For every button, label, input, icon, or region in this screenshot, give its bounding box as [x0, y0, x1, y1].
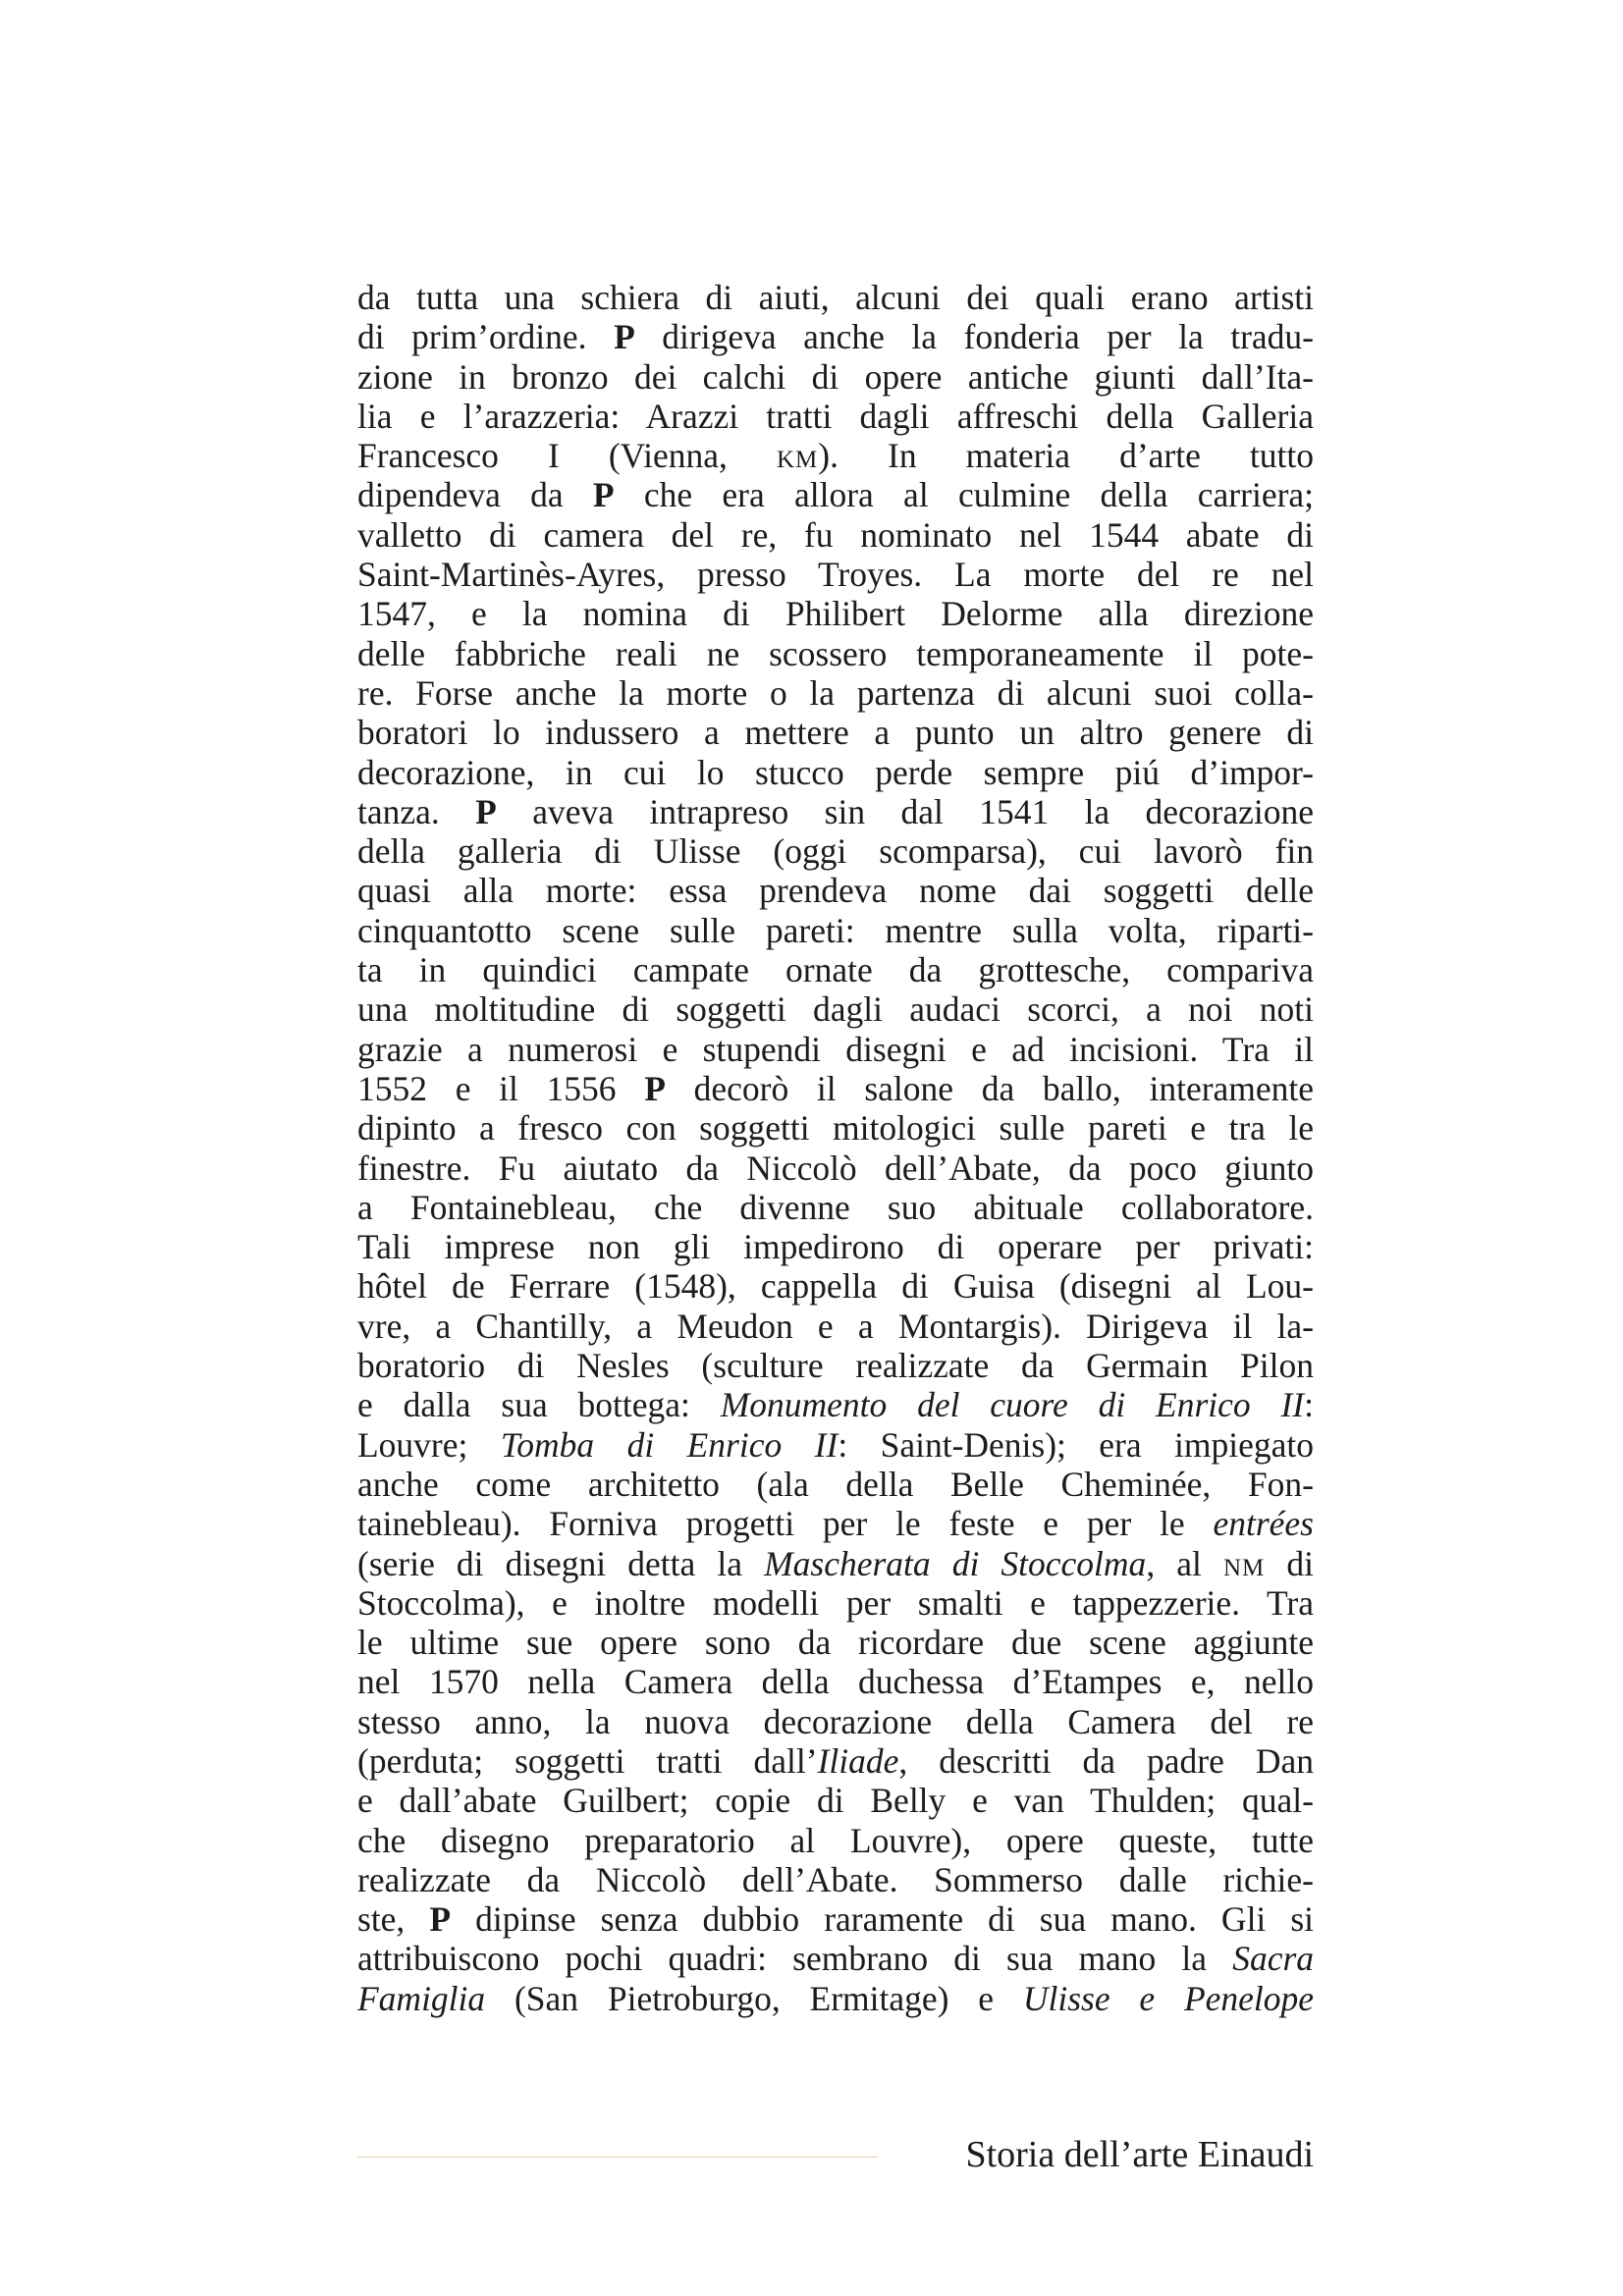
text-line: Saint-Martinès-Ayres, presso Troyes. La morte del re nel	[357, 555, 1314, 595]
text-line: decorazione, in cui lo stucco perde sempre piú d’impor-	[357, 752, 1314, 792]
text-line: tanza. P aveva intrapreso sin dal 1541 la decorazione	[357, 791, 1315, 831]
text-line: 1547, e la nomina di Philibert Delorme alla direzione	[357, 594, 1314, 634]
subject-initial: P	[429, 1899, 452, 1940]
text-line: (serie di disegni detta la Mascherata di Stoccolma, al nm di	[357, 1543, 1315, 1583]
text-line: finestre. Fu aiutato da Niccolò dell’Abate, da poco giunto	[357, 1148, 1314, 1188]
artwork-title: Monumento del cuore di Enrico II	[720, 1385, 1305, 1425]
text-line: grazie a numerosi e stupendi disegni e ad incisioni. Tra il	[357, 1029, 1314, 1069]
text-line: e dalla sua bottega: Monumento del cuore di Enrico II:	[357, 1385, 1315, 1425]
text-line: Tali imprese non gli impedirono di operare per privati:	[357, 1227, 1314, 1267]
text-line: le ultime sue opere sono da ricordare due scene aggiunte	[357, 1623, 1314, 1663]
text-line: quasi alla morte: essa prendeva nome dai soggetti delle	[357, 871, 1314, 911]
artwork-title: Ulisse e Penelope	[1022, 1978, 1315, 2018]
text-line: di prim’ordine. P dirigeva anche la fonderia per la tradu-	[357, 317, 1315, 357]
text-line: (perduta; soggetti tratti dall’Iliade, descritti da padre Dan	[357, 1740, 1314, 1781]
subject-initial: P	[614, 317, 635, 357]
subject-initial: P	[475, 791, 497, 831]
text-line: ste, P dipinse senza dubbio raramente di sua mano. Gli si	[357, 1899, 1315, 1940]
subject-initial: P	[644, 1068, 666, 1108]
text-line: boratori lo indussero a mettere a punto un altro genere di	[357, 713, 1314, 753]
text-line: delle fabbriche reali ne scossero temporaneamente il pote-	[357, 633, 1314, 673]
text-line: da tutta una schiera di aiuti, alcuni dei quali erano artisti	[357, 278, 1314, 317]
footer-title: Storia dell’arte Einaudi	[965, 2134, 1314, 2175]
body-text	[357, 278, 1314, 2018]
text-line: 1552 e il 1556 P decorò il salone da ballo, interamente	[357, 1068, 1315, 1108]
text-line: valletto di camera del re, fu nominato nel 1544 abate di	[357, 514, 1314, 555]
text-line: nel 1570 nella Camera della duchessa d’Etampes e, nello	[357, 1662, 1314, 1702]
artwork-title: Mascherata di Stoccolma	[764, 1543, 1147, 1583]
text-line: tainebleau). Forniva progetti per le feste e per le entrées	[357, 1504, 1314, 1544]
text-line: Famiglia (San Pietroburgo, Ermitage) e Ulisse e Penelope	[357, 1978, 1315, 2018]
text-line: boratorio di Nesles (sculture realizzate da Germain Pilon	[357, 1346, 1314, 1386]
artwork-title: Iliade	[817, 1740, 899, 1781]
text-line: attribuiscono pochi quadri: sembrano di sua mano la Sacra	[357, 1939, 1315, 1979]
text-line: stesso anno, la nuova decorazione della Camera del re	[357, 1701, 1314, 1741]
text-line: vre, a Chantilly, a Meudon e a Montargis). Dirigeva il la-	[357, 1306, 1314, 1346]
text-line: ta in quindici campate ornate da grottesche, compariva	[357, 950, 1314, 990]
artwork-title: Tomba di Enrico II	[500, 1424, 839, 1465]
text-line: cinquantotto scene sulle pareti: mentre sulla volta, riparti-	[357, 910, 1314, 950]
artwork-title: entrées	[1213, 1504, 1314, 1544]
artwork-title: Famiglia	[357, 1978, 486, 2018]
text-line: dipendeva da P che era allora al culmine della carriera;	[357, 475, 1315, 515]
subject-initial: P	[592, 475, 615, 515]
footer-rule	[357, 2157, 878, 2158]
text-line: che disegno preparatorio al Louvre), opere queste, tutte	[357, 1820, 1314, 1860]
text-line: anche come architetto (ala della Belle Cheminée, Fon-	[357, 1464, 1314, 1504]
text-line: Louvre; Tomba di Enrico II: Saint-Denis); era impiegato	[357, 1424, 1315, 1465]
text-line: dipinto a fresco con soggetti mitologici sulle pareti e tra le	[357, 1108, 1314, 1148]
text-line: Francesco I (Vienna, km). In materia d’arte tutto	[357, 436, 1314, 476]
text-line: Stoccolma), e inoltre modelli per smalti e tappezzerie. Tra	[357, 1582, 1314, 1623]
text-line: hôtel de Ferrare (1548), cappella di Guisa (disegni al Lou-	[357, 1266, 1314, 1307]
text-line: realizzate da Niccolò dell’Abate. Sommerso dalle richie-	[357, 1859, 1314, 1899]
abbreviation-km: km	[776, 436, 819, 476]
text-line: una moltitudine di soggetti dagli audaci scorci, a noi noti	[357, 989, 1314, 1030]
text-line: a Fontainebleau, che divenne suo abituale collaboratore.	[357, 1187, 1314, 1227]
artwork-title: Sacra	[1232, 1939, 1315, 1979]
text-line: re. Forse anche la morte o la partenza di alcuni suoi colla-	[357, 672, 1314, 713]
text-line: e dall’abate Guilbert; copie di Belly e van Thulden; qual-	[357, 1781, 1314, 1821]
text-line: lia e l’arazzeria: Arazzi tratti dagli affreschi della Galleria	[357, 396, 1314, 436]
text-line: della galleria di Ulisse (oggi scomparsa), cui lavorò fin	[357, 831, 1314, 872]
text-line: zione in bronzo dei calchi di opere antiche giunti dall’Ita-	[357, 356, 1314, 397]
abbreviation-nm: nm	[1223, 1543, 1266, 1583]
